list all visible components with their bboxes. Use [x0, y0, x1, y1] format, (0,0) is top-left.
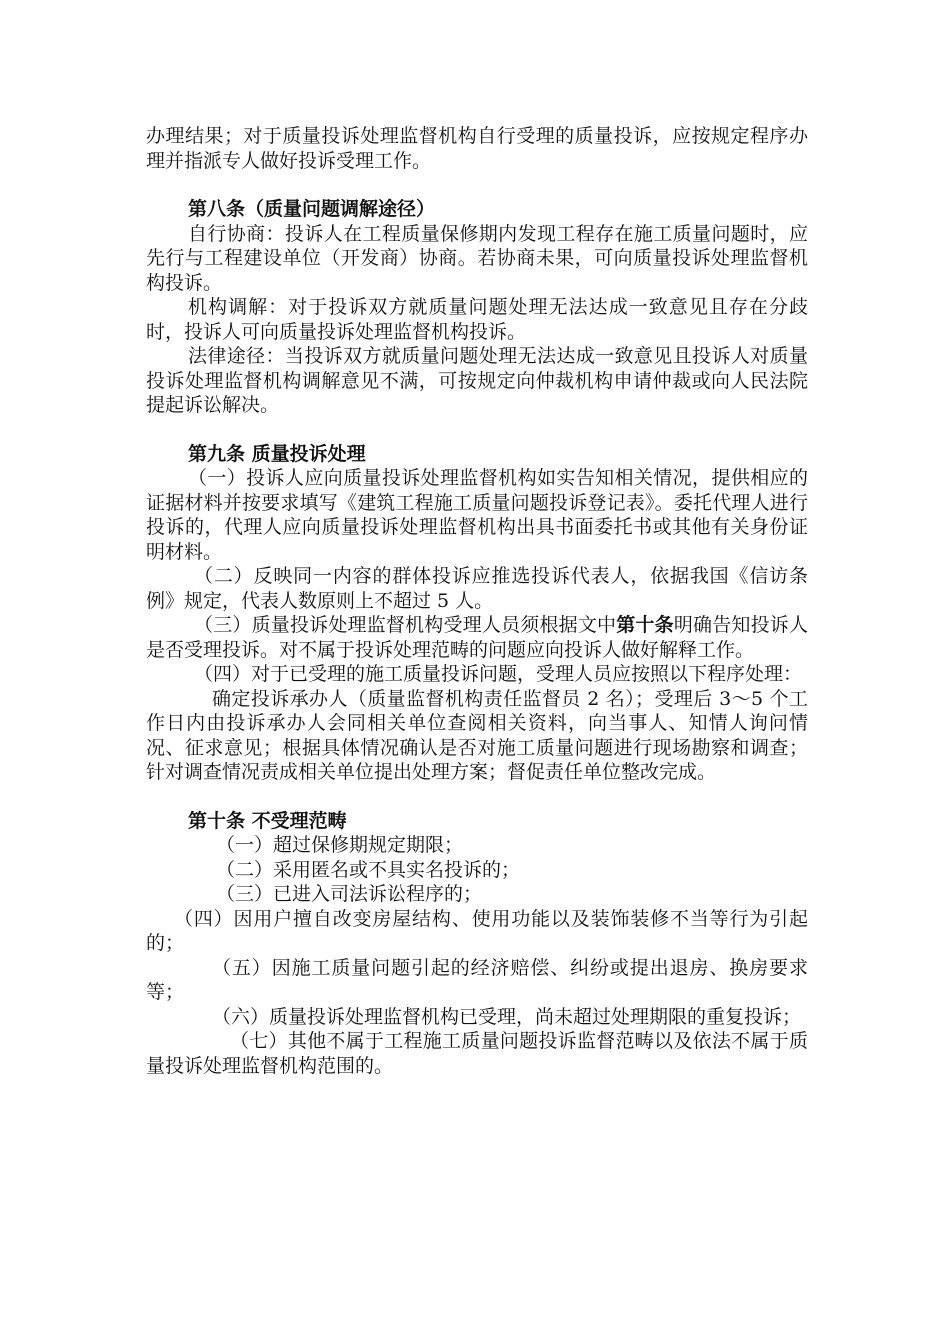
intro-paragraph: 办理结果；对于质量投诉处理监督机构自行受理的质量投诉，应按规定程序办理并指派专人做好投诉受理工作。	[146, 125, 808, 172]
article-9-paragraph-2: （二）反映同一内容的群体投诉应推选投诉代表人，依据我国《信访条例》规定，代表人数原则上不超过 5 人。	[146, 565, 808, 612]
article-9-paragraph-5: 确定投诉承办人（质量监督机构责任监督员 2 名）；受理后 3～5 个工作日内由投诉承办人会同相关单位查阅相关资料，向当事人、知情人询问情况、征求意见；根据具体情况确认是否对施工质量问题进行现场勘察和调查；针对调查情况责成相关单位提出处理方案；督促责任单位整改完成。	[146, 687, 808, 783]
article-9-paragraph-3-text-b: 明确告知投诉人是否受理投诉。对不属于投诉处理范畴的问题应向投诉人做好解释工作。	[146, 614, 808, 661]
article-10-reference: 第十条	[616, 614, 674, 636]
spacer	[146, 173, 808, 197]
article-9-paragraph-3-text-a: （三）质量投诉处理监督机构受理人员须根据文中	[194, 614, 617, 636]
article-10-heading: 第十条 不受理范畴	[188, 809, 347, 832]
article-10-item-6: （六）质量投诉处理监督机构已受理，尚未超过处理期限的重复投诉；	[212, 1005, 802, 1028]
article-10-item-4: （四）因用户擅自改变房屋结构、使用功能以及装饰装修不当等行为引起的；	[146, 907, 808, 954]
spacer	[146, 418, 808, 442]
article-9-paragraph-1: （一）投诉人应向质量投诉处理监督机构如实告知相关情况，提供相应的证据材料并按要求填写《建筑工程施工质量问题投诉登记表》。委托代理人进行投诉的，代理人应向质量投诉处理监督机构出具书面委托书或其他有关身份证明材料。	[146, 467, 808, 563]
article-8-heading: 第八条（质量问题调解途径）	[188, 198, 436, 220]
article-10-item-1: （一）超过保修期规定期限；	[216, 834, 464, 856]
article-9-paragraph-3	[146, 613, 808, 662]
article-8-paragraph-1: 自行协商：投诉人在工程质量保修期内发现工程存在施工质量问题时，应先行与工程建设单位（开发商）协商。若协商未果，可向质量投诉处理监督机构投诉。	[146, 222, 808, 294]
spacer	[146, 785, 808, 809]
article-10-item-3: （三）已进入司法诉讼程序的；	[216, 883, 483, 905]
article-8-paragraph-3: 法律途径：当投诉双方就质量问题处理无法达成一致意见且投诉人对质量投诉处理监督机构调解意见不满，可按规定向仲裁机构申请仲裁或向人民法院提起诉讼解决。	[146, 345, 808, 416]
article-10-item-2: （二）采用匿名或不具实名投诉的；	[216, 858, 521, 881]
document-page	[146, 124, 808, 1078]
article-9-paragraph-4: （四）对于已受理的施工质量投诉问题，受理人员应按照以下程序处理：	[194, 663, 803, 685]
article-10-item-5: （五）因施工质量问题引起的经济赔偿、纠纷或提出退房、换房要求等；	[146, 956, 808, 1003]
article-10-item-7: （七）其他不属于工程施工质量问题投诉监督范畴以及依法不属于质量投诉处理监督机构范围的。	[146, 1030, 808, 1077]
article-8-paragraph-2: 机构调解：对于投诉双方就质量问题处理无法达成一致意见且存在分歧时，投诉人可向质量投诉处理监督机构投诉。	[146, 296, 808, 343]
article-9-heading: 第九条 质量投诉处理	[188, 442, 366, 465]
